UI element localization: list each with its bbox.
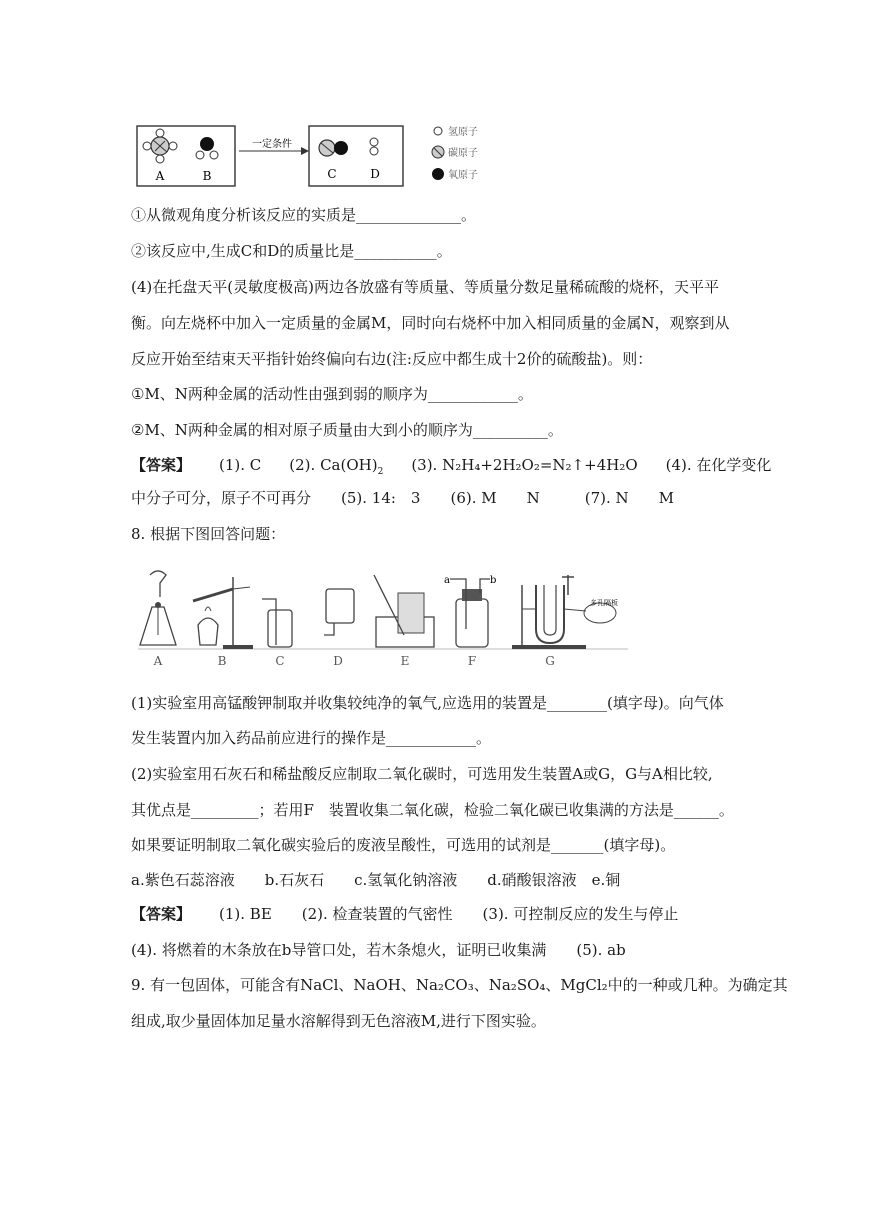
apparatus-diagram [138, 565, 630, 670]
apparatus-label-a: A [153, 654, 163, 668]
q7-answer-line1 [131, 455, 771, 475]
q8-answer-line1: 【答案】 (1). BE (2). 检查装置的气密性 (3). 可控制反应的发生与停止 [131, 905, 679, 923]
apparatus-label-g: G [545, 654, 555, 668]
apparatus-label-e: E [400, 654, 410, 668]
answer-1: (1). C [219, 456, 262, 474]
arrow-label: 一定条件 [252, 139, 292, 150]
q8-part1-line1: (1)实验室用高锰酸钾制取并收集较纯净的氧气,应选用的装置是________(填字母)。向气体 [131, 694, 724, 712]
label-tube-a: a [444, 575, 450, 586]
q7-sub4: ②M、N两种金属的相对原子质量由大到小的顺序为__________。 [131, 421, 563, 439]
q8-part2-line2: 其优点是_________；若用F 装置收集二氧化碳，检验二氧化碳已收集满的方法是______。 [131, 801, 734, 819]
apparatus-label-b: B [217, 654, 227, 668]
q7-sub1: ①从微观角度分析该反应的实质是______________。 [131, 206, 477, 224]
q7-part4-line3: 反应开始至结束天平指针始终偏向右边(注:反应中都生成十2价的硫酸盐)。则： [131, 350, 653, 368]
label-d: D [370, 167, 380, 181]
answer-4: (4). 在化学变化 [665, 456, 772, 474]
legend-2: 碳原子 [448, 148, 478, 159]
q7-part4-line2: 衡。向左烧杯中加入一定质量的金属M，同时向右烧杯中加入相同质量的金属N，观察到从 [131, 314, 730, 332]
answer-tag: 【答案】 [131, 905, 192, 923]
legend-1: 氢原子 [448, 127, 478, 138]
q8-part1-line2: 发生装置内加入药品前应进行的操作是____________。 [131, 729, 492, 747]
reaction-diagram [135, 118, 505, 190]
q8-part2-line1: (2)实验室用石灰石和稀盐酸反应制取二氧化碳时，可选用发生装置A或G，G与A相比较, [131, 765, 713, 783]
apparatus-label-d: D [333, 654, 343, 668]
apparatus-label-c: C [275, 654, 285, 668]
q7-sub2: ②该反应中,生成C和D的质量比是___________。 [131, 242, 452, 260]
q8-part2-line3: 如果要证明制取二氧化碳实验后的废液呈酸性，可选用的试剂是_______(填字母)。 [131, 836, 676, 854]
label-porous-plate: 多孔隔板 [590, 599, 618, 607]
q8-options: a.紫色石蕊溶液 b.石灰石 c.氢氧化钠溶液 d.硝酸银溶液 e.铜 [131, 871, 621, 889]
label-b: B [202, 169, 212, 183]
answer-3: (3). N₂H₄+2H₂O₂=N₂↑+4H₂O [411, 456, 638, 474]
q7-part4-line1: (4)在托盘天平(灵敏度极高)两边各放盛有等质量、等质量分数足量稀硫酸的烧杯，天平平 [131, 278, 719, 296]
label-a: A [155, 169, 165, 183]
q8-answer-line2: (4). 将燃着的木条放在b导管口处，若木条熄火，证明已收集满 (5). ab [131, 941, 626, 959]
q9-line2: 组成,取少量固体加足量水溶解得到无色溶液M,进行下图实验。 [131, 1012, 546, 1030]
legend-3: 氧原子 [448, 170, 478, 181]
answer-2: (2). $Ca(OH)_2$ [289, 456, 384, 477]
q7-answer-line2: 中分子可分，原子不可再分 (5). 14: 3 (6). M N (7). N M [131, 489, 675, 507]
q7-sub3: ①M、N两种金属的活动性由强到弱的顺序为____________。 [131, 385, 533, 403]
q8-title: 8. 根据下图回答问题： [131, 525, 286, 543]
label-tube-b: b [490, 575, 497, 586]
q9-line1: 9. 有一包固体，可能含有NaCl、NaOH、Na₂CO₃、Na₂SO₄、MgCl₂中的一种或几种。为确定其 [131, 976, 788, 994]
label-c: C [327, 167, 337, 181]
apparatus-label-f: F [467, 654, 477, 668]
answer-tag: 【答案】 [131, 456, 192, 474]
